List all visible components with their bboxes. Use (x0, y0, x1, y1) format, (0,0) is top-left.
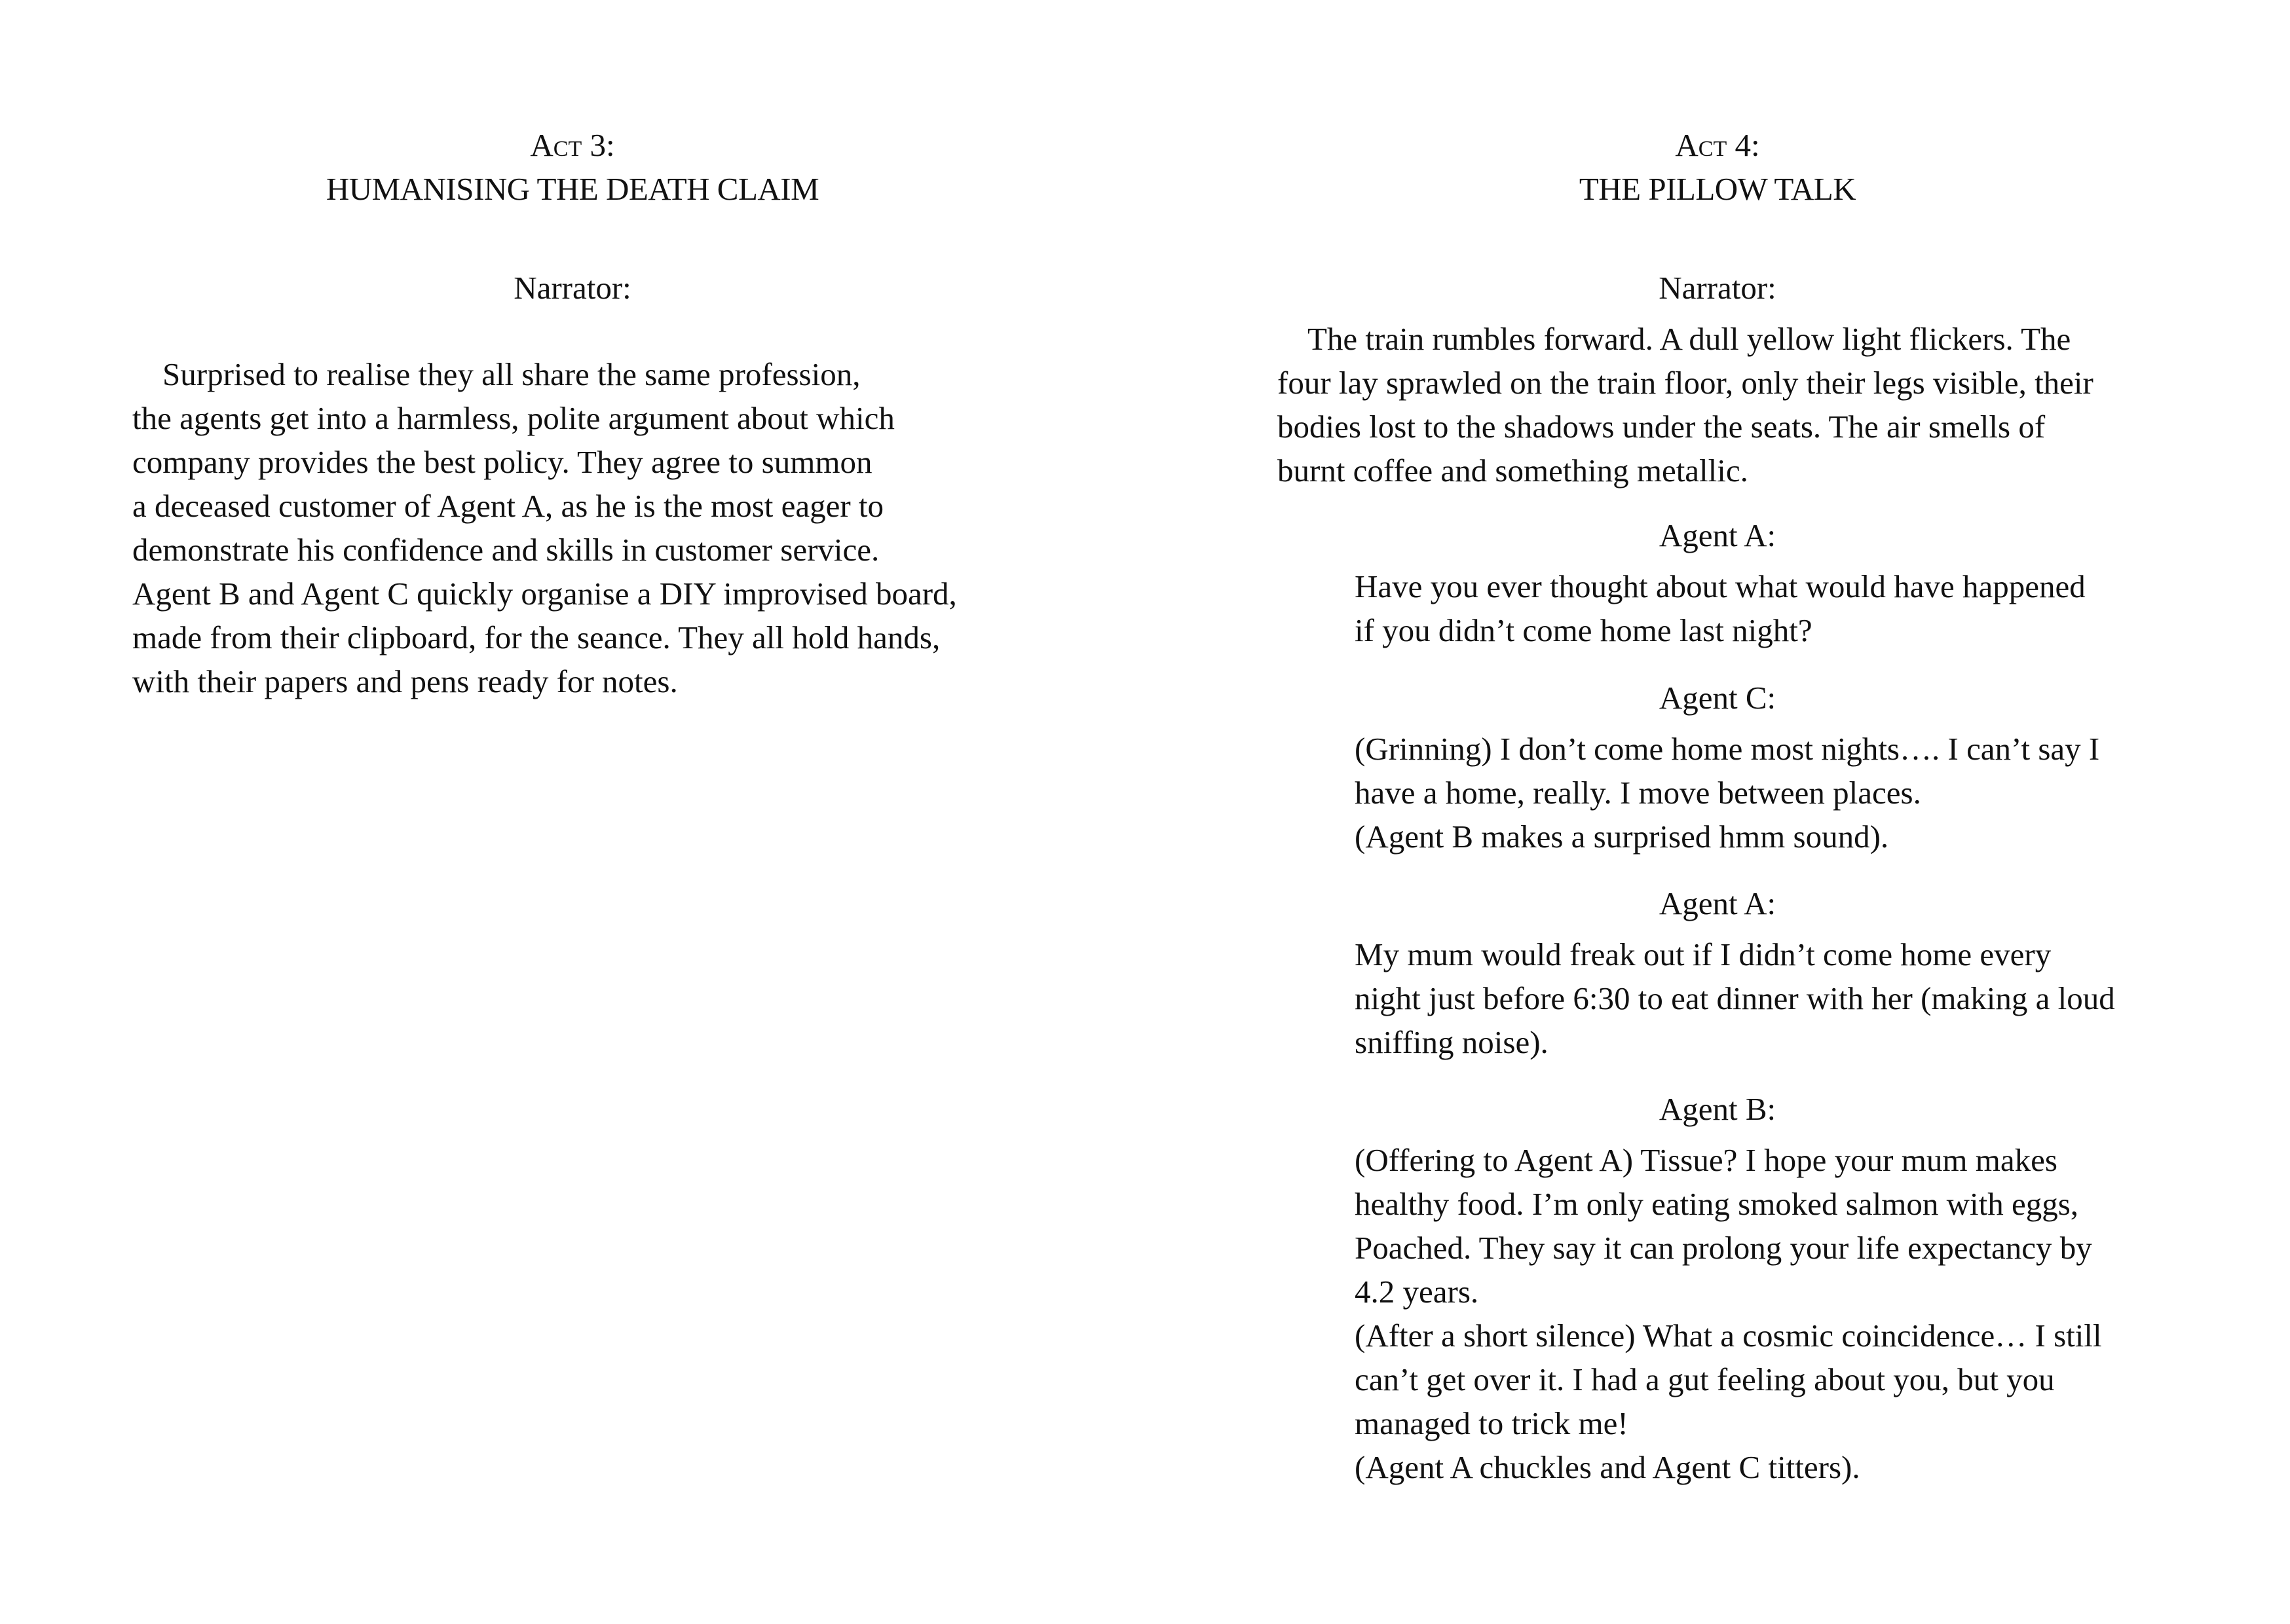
text-line: managed to trick me! (1355, 1405, 1628, 1441)
speaker-label: Agent B: (1659, 1091, 1776, 1127)
text-line: (Grinning) I don’t come home most nights…. I can’t say I (1355, 731, 2100, 767)
text-line: have a home, really. I move between places. (1355, 775, 1921, 811)
text-line: can’t get over it. I had a gut feeling about you, but you (1355, 1361, 2055, 1397)
text-line: the agents get into a harmless, polite argument about which (132, 400, 895, 436)
text-line: Have you ever thought about what would have happened (1355, 568, 2086, 604)
text-line: The train rumbles forward. A dull yellow light flickers. The (1307, 321, 2071, 357)
text-line: sniffing noise). (1355, 1024, 1549, 1060)
speaker-label: Narrator: (514, 270, 631, 306)
narration-paragraph (132, 352, 957, 703)
act-heading (0, 123, 1145, 211)
text-line: a deceased customer of Agent A, as he is the most eager to (132, 488, 884, 524)
right-page (1145, 0, 2290, 1624)
text-line: night just before 6:30 to eat dinner with her (making a loud (1355, 980, 2115, 1016)
act-label (0, 123, 1145, 167)
act-title: THE PILLOW TALK (1579, 171, 1856, 207)
act-title: HUMANISING THE DEATH CLAIM (326, 171, 819, 207)
text-line: 4.2 years. (1355, 1274, 1479, 1310)
dialogue-paragraph (1355, 1138, 2102, 1489)
text-line: made from their clipboard, for the seance. They all hold hands, (132, 619, 941, 655)
narration-paragraph (1277, 317, 2093, 492)
text-line: (Offering to Agent A) Tissue? I hope your mum makes (1355, 1142, 2057, 1178)
act-label (1145, 123, 2290, 167)
text-line: Surprised to realise they all share the same profession, (162, 356, 861, 392)
text-line: with their papers and pens ready for notes. (132, 663, 678, 699)
text-line: four lay sprawled on the train floor, only their legs visible, their (1277, 365, 2093, 401)
speaker-label: Agent A: (1659, 517, 1776, 553)
speaker-label: Agent A: (1659, 885, 1776, 921)
dialogue-paragraph (1355, 727, 2099, 858)
text-line: demonstrate his confidence and skills in customer service. (132, 532, 880, 568)
text-line: bodies lost to the shadows under the seats. The air smells of (1277, 409, 2046, 445)
text-line: (After a short silence) What a cosmic coincidence… I still (1355, 1318, 2102, 1354)
text-line: Agent B and Agent C quickly organise a DIY improvised board, (132, 576, 957, 612)
text-line: burnt coffee and something metallic. (1277, 452, 1748, 489)
text-line: if you didn’t come home last night? (1355, 612, 1812, 648)
act-label-text: Act 4: (1675, 127, 1760, 163)
text-line: Poached. They say it can prolong your life expectancy by (1355, 1230, 2092, 1266)
text-line: healthy food. I’m only eating smoked salmon with eggs, (1355, 1186, 2079, 1222)
text-line: company provides the best policy. They agree to summon (132, 444, 873, 480)
text-line: My mum would freak out if I didn’t come home every (1355, 936, 2052, 972)
dialogue-paragraph (1355, 932, 2115, 1064)
dialogue-paragraph (1355, 564, 2086, 652)
act-label-text: Act 3: (530, 127, 615, 163)
text-line: (Agent B makes a surprised hmm sound). (1355, 819, 1889, 855)
speaker-label: Narrator: (1659, 270, 1776, 306)
act-heading (1145, 123, 2290, 211)
speaker-label: Agent C: (1659, 680, 1776, 716)
text-line: (Agent A chuckles and Agent C titters). (1355, 1449, 1860, 1485)
